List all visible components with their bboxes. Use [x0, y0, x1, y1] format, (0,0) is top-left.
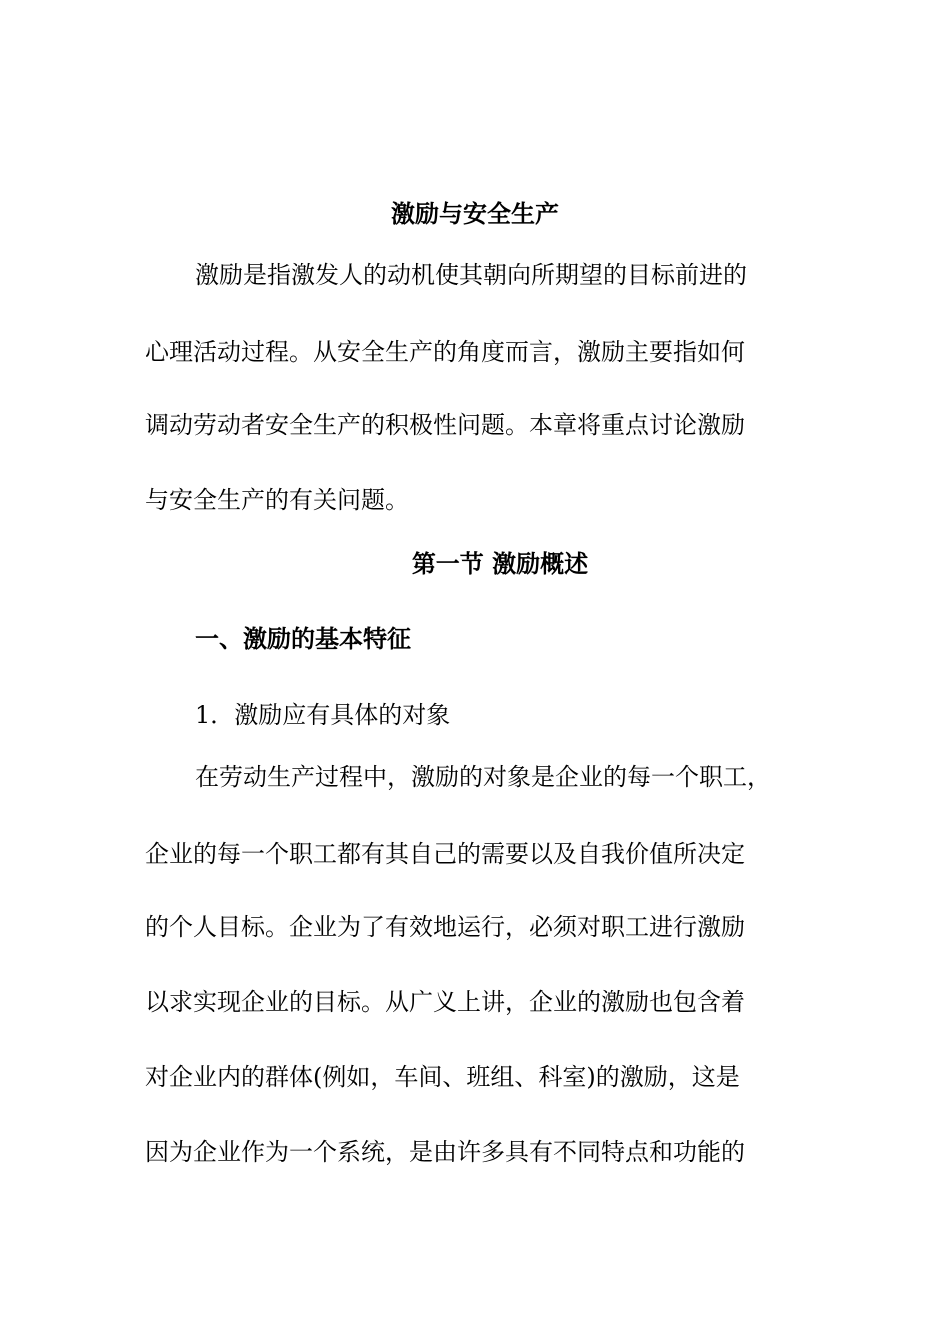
intro-line-2: 心理活动过程。从安全生产的角度而言，激励主要指如何 [145, 338, 745, 366]
item-title: 1．激励应有具体的对象 [195, 701, 451, 729]
subsection-title: 一、激励的基本特征 [195, 624, 411, 653]
body-line-1: 在劳动生产过程中，激励的对象是企业的每一个职工， [195, 763, 771, 791]
body-line-5: 对企业内的群体(例如，车间、班组、科室)的激励，这是 [145, 1063, 740, 1091]
body-line-2: 企业的每一个职工都有其自己的需要以及自我价值所决定 [145, 840, 745, 868]
intro-line-4: 与安全生产的有关问题。 [145, 486, 409, 514]
document-title: 激励与安全生产 [391, 199, 559, 228]
intro-line-1: 激励是指激发人的动机使其朝向所期望的目标前进的 [195, 261, 747, 289]
body-line-6: 因为企业作为一个系统，是由许多具有不同特点和功能的 [145, 1138, 745, 1166]
body-line-3: 的个人目标。企业为了有效地运行，必须对职工进行激励 [145, 913, 745, 941]
section-title: 第一节 激励概述 [411, 549, 589, 578]
body-line-4: 以求实现企业的目标。从广义上讲，企业的激励也包含着 [145, 988, 745, 1016]
intro-line-3: 调动劳动者安全生产的积极性问题。本章将重点讨论激励 [145, 411, 745, 439]
